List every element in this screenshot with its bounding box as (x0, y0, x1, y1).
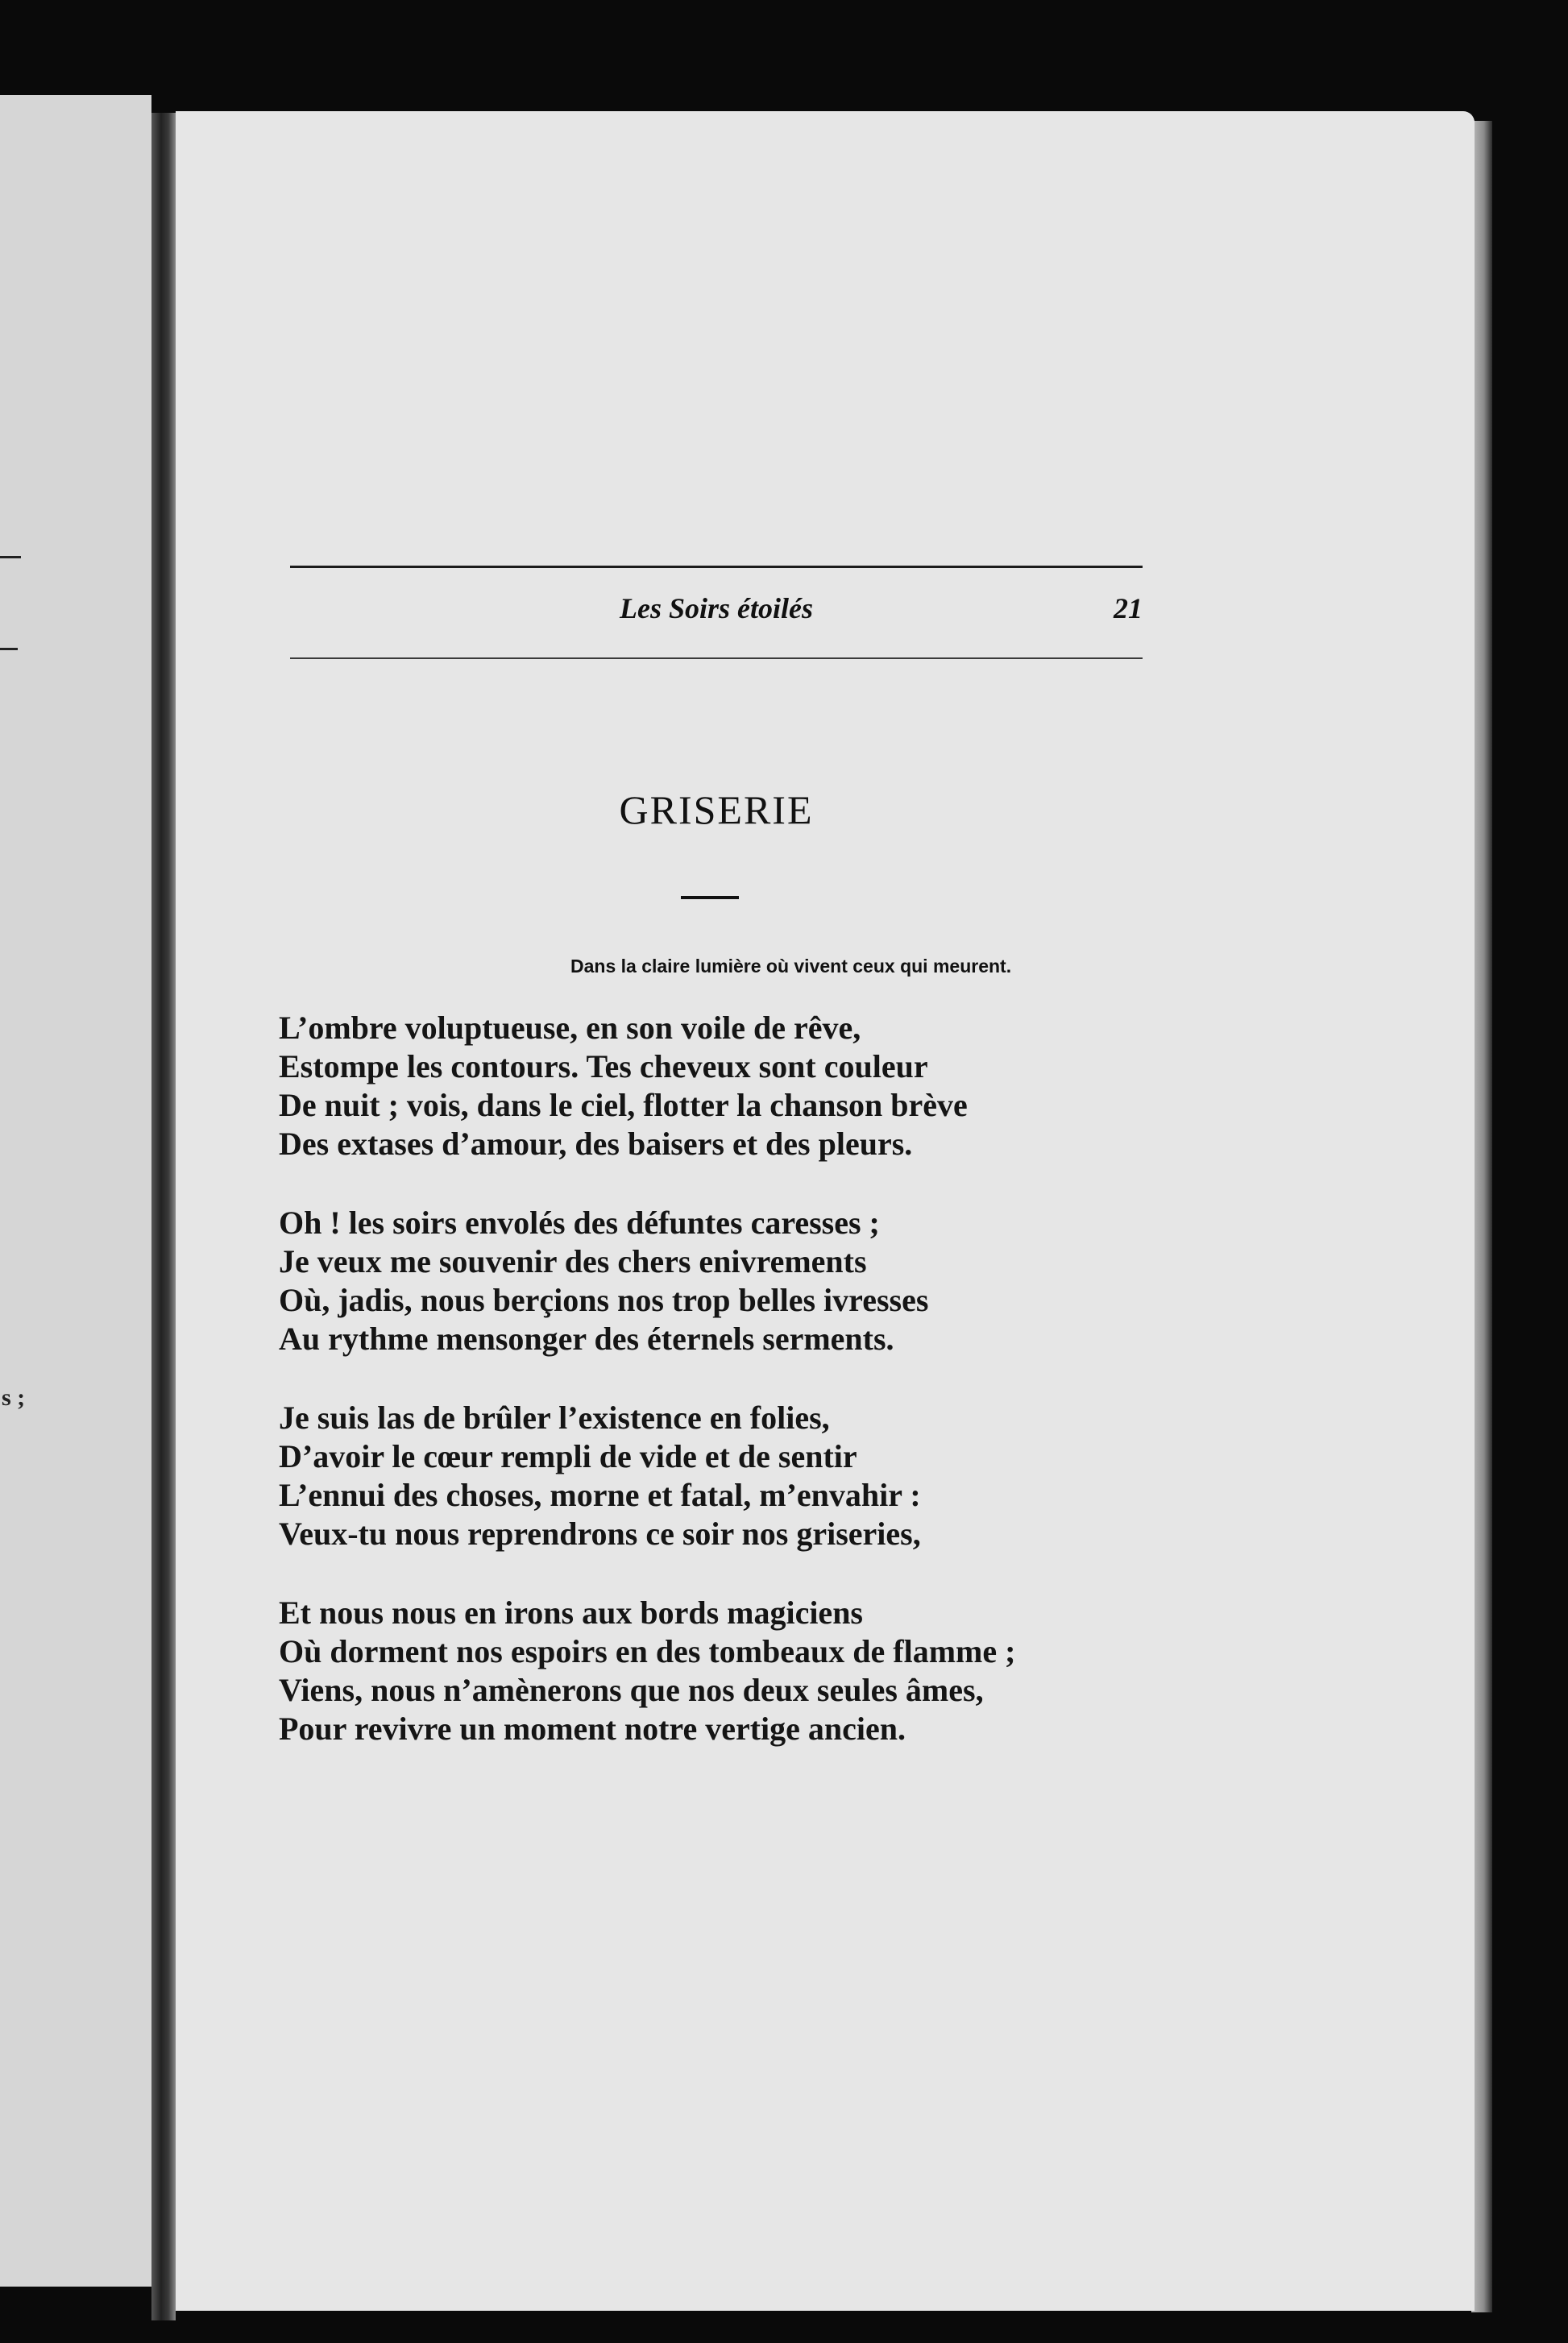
running-title: Les Soirs étoilés (620, 592, 813, 624)
verse-line: Où dorment nos espoirs en des tombeaux de flamme ; (279, 1633, 1016, 1669)
left-facing-page (0, 95, 151, 2287)
book-gutter (151, 113, 176, 2320)
verse-line: D’avoir le cœur rempli de vide et de sentir (279, 1438, 857, 1474)
left-page-text-fragment: s ; (2, 1384, 26, 1411)
verse-line: L’ombre voluptueuse, en son voile de rêve, (279, 1010, 861, 1046)
stanza (279, 1399, 1189, 1553)
epigraph: Dans la claire lumière où vivent ceux qui meurent. (570, 956, 1012, 977)
verse-line: Au rythme mensonger des éternels serments. (279, 1321, 894, 1357)
verse-line: Pour revivre un moment notre vertige ancien. (279, 1711, 906, 1747)
stanza (279, 1594, 1189, 1748)
verse-line: Où, jadis, nous berçions nos trop belles ivresses (279, 1282, 929, 1318)
header-rule-bottom (290, 657, 1143, 659)
verse-line: Veux-tu nous reprendrons ce soir nos griseries, (279, 1516, 921, 1552)
left-page-rule-mark (0, 556, 21, 558)
verse-line: Viens, nous n’amènerons que nos deux seules âmes, (279, 1672, 984, 1708)
left-page-rule-mark (0, 648, 18, 650)
verse-line: Et nous nous en irons aux bords magiciens (279, 1594, 863, 1631)
verse-line: De nuit ; vois, dans le ciel, flotter la chanson brève (279, 1087, 968, 1123)
stanza (279, 1009, 1189, 1163)
poem-body (279, 1009, 1189, 1789)
verse-line: L’ennui des choses, morne et fatal, m’envahir : (279, 1477, 921, 1513)
title-separator-dash (681, 896, 739, 899)
verse-line: Des extases d’amour, des baisers et des pleurs. (279, 1126, 913, 1162)
header-rule-top (290, 566, 1143, 568)
verse-line: Je suis las de brûler l’existence en folies, (279, 1400, 830, 1436)
verse-line: Je veux me souvenir des chers enivrements (279, 1243, 867, 1279)
stanza (279, 1204, 1189, 1358)
running-head (290, 588, 1143, 637)
verse-line: Estompe les contours. Tes cheveux sont couleur (279, 1048, 928, 1084)
page-number: 21 (1114, 592, 1143, 624)
verse-line: Oh ! les soirs envolés des défuntes caresses ; (279, 1205, 880, 1241)
poem-title: GRISERIE (619, 787, 814, 832)
